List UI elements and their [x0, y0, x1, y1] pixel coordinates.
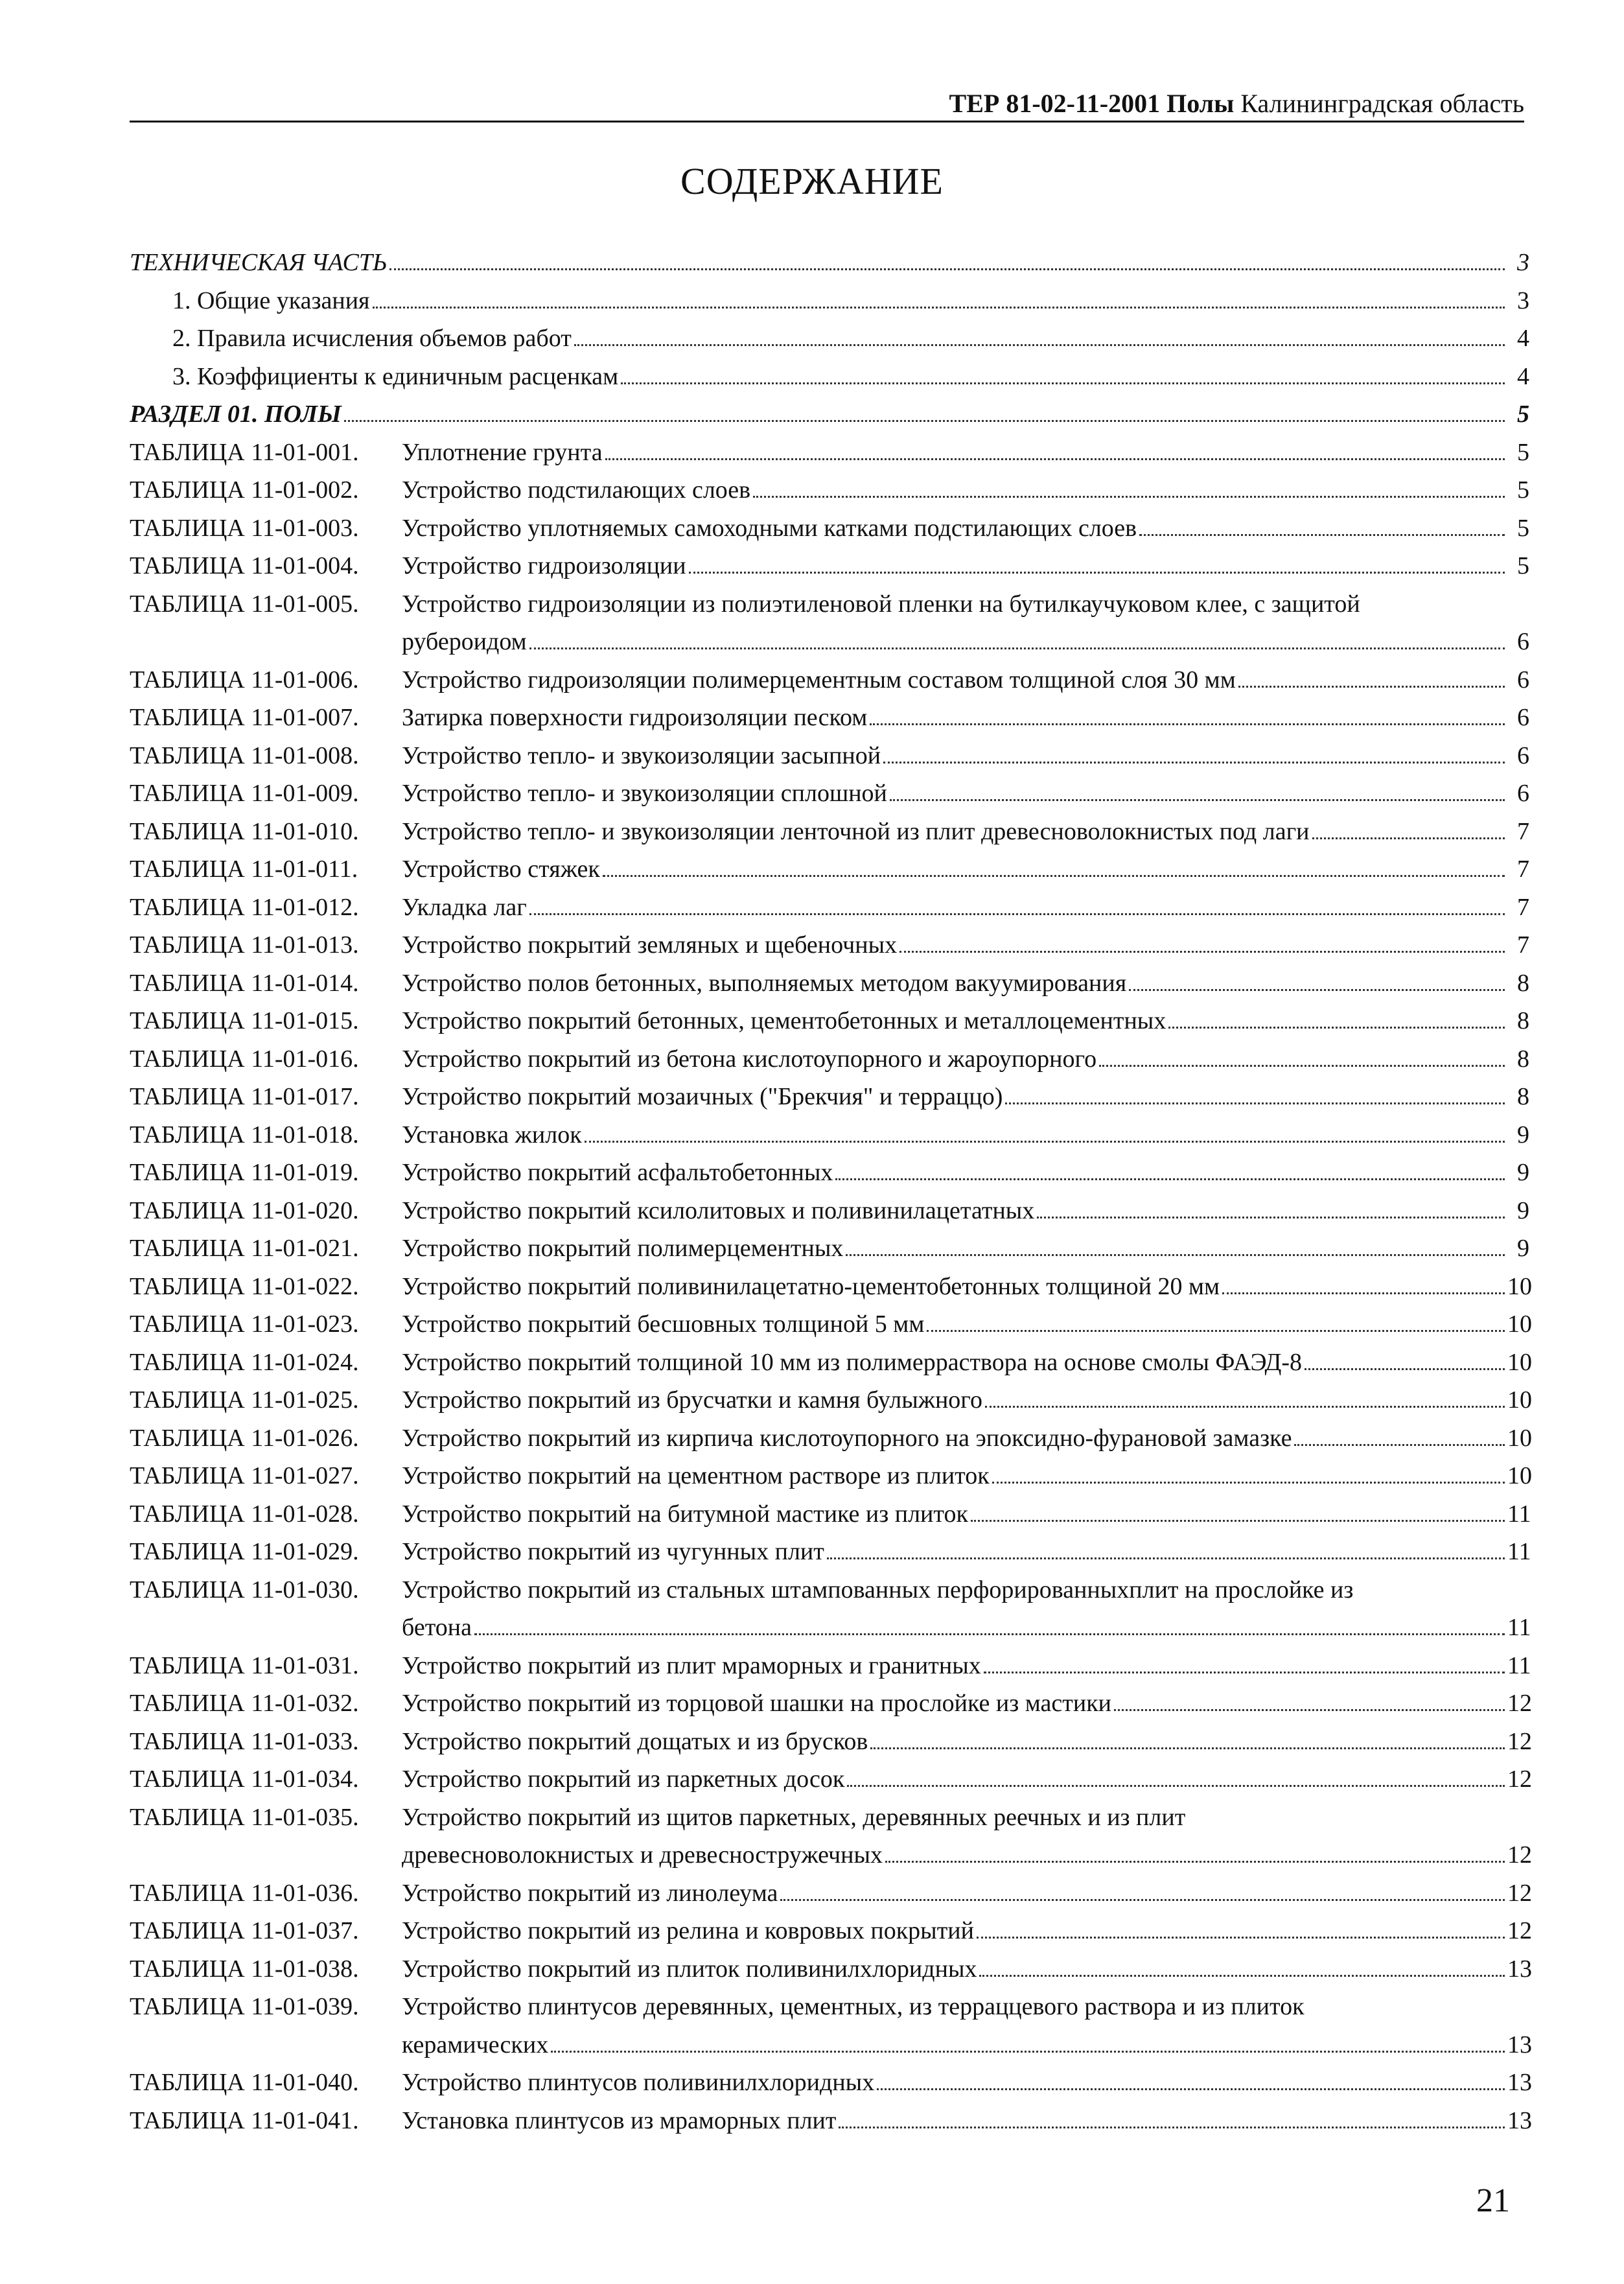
- leader-dots: [846, 1254, 1505, 1256]
- toc-page: 10: [1507, 1386, 1532, 1414]
- table-code: ТАБЛИЦА 11-01-029.: [130, 1538, 359, 1565]
- table-text: Устройство гидроизоляции из полиэтиленовой пленки на бутилкаучуковом клее, с защитой: [402, 590, 1360, 618]
- leader-dots: [927, 1330, 1505, 1332]
- table-text: Устройство покрытий ксилолитовых и поливинилацетатных: [402, 1196, 1035, 1224]
- table-title: [402, 1040, 1529, 1078]
- leader-dots: [1222, 1292, 1505, 1294]
- table-title: [402, 1078, 1529, 1116]
- table-title: [402, 850, 1529, 889]
- toc-table-entry[interactable]: [130, 926, 1529, 964]
- toc-page: 10: [1507, 1462, 1532, 1489]
- toc-table-entry[interactable]: [130, 547, 1529, 585]
- toc-table-entry[interactable]: [130, 1381, 1532, 1419]
- table-text-continued: древесноволокнистых и древесностружечных: [402, 1841, 883, 1869]
- table-text: Затирка поверхности гидроизоляции песком: [402, 704, 868, 731]
- toc-table-entry[interactable]: [130, 1192, 1529, 1230]
- toc-table-entry[interactable]: [130, 1874, 1532, 1913]
- toc-table-entry[interactable]: [130, 1078, 1529, 1116]
- toc-tech-part[interactable]: [130, 244, 1529, 282]
- leader-dots: [529, 913, 1505, 915]
- table-code: ТАБЛИЦА 11-01-038.: [130, 1955, 359, 1983]
- leader-dots: [373, 307, 1505, 309]
- leader-dots: [992, 1482, 1505, 1484]
- table-code: ТАБЛИЦА 11-01-030.: [130, 1576, 359, 1603]
- table-code: ТАБЛИЦА 11-01-024.: [130, 1348, 359, 1376]
- table-title: [402, 1229, 1529, 1268]
- table-code: ТАБЛИЦА 11-01-006.: [130, 666, 359, 693]
- leader-dots: [877, 2088, 1505, 2090]
- toc-page: 5: [1517, 401, 1529, 428]
- leader-dots: [1294, 1444, 1505, 1446]
- table-code: ТАБЛИЦА 11-01-022.: [130, 1272, 359, 1300]
- table-text: Установка жилок: [402, 1121, 582, 1148]
- toc-table-entry[interactable]: [130, 889, 1529, 927]
- leader-dots: [835, 1178, 1505, 1180]
- table-title: [402, 1419, 1532, 1458]
- toc-page: 10: [1507, 1424, 1532, 1452]
- table-code: ТАБЛИЦА 11-01-031.: [130, 1651, 359, 1679]
- toc-table-entry[interactable]: [130, 1154, 1529, 1192]
- toc-page: 6: [1517, 780, 1529, 807]
- table-text: Устройство покрытий из чугунных плит: [402, 1538, 824, 1565]
- table-title: [402, 1457, 1532, 1495]
- table-code: ТАБЛИЦА 11-01-025.: [130, 1386, 359, 1414]
- leader-dots: [1168, 1027, 1505, 1029]
- leader-dots: [883, 762, 1505, 763]
- table-title: [402, 2064, 1532, 2102]
- toc-table-entry[interactable]: [130, 509, 1529, 548]
- toc-page: 10: [1507, 1311, 1532, 1338]
- toc-table-entry[interactable]: [130, 2102, 1532, 2140]
- table-text-continued: бетона: [402, 1614, 472, 1641]
- table-code: ТАБЛИЦА 11-01-009.: [130, 780, 359, 807]
- toc-table-entry[interactable]: [130, 1419, 1532, 1458]
- table-text: Устройство покрытий из линолеума: [402, 1879, 778, 1907]
- leader-dots: [977, 1937, 1505, 1939]
- table-text: Устройство покрытий из брусчатки и камня булыжного: [402, 1386, 982, 1414]
- toc-page: 6: [1517, 666, 1529, 693]
- table-code: ТАБЛИЦА 11-01-003.: [130, 514, 359, 542]
- table-code: ТАБЛИЦА 11-01-021.: [130, 1235, 359, 1262]
- toc-table-entry-continuation[interactable]: [130, 623, 1529, 661]
- table-text: Уплотнение грунта: [402, 438, 603, 466]
- table-code: ТАБЛИЦА 11-01-037.: [130, 1917, 359, 1944]
- toc-table-entry[interactable]: [130, 1723, 1532, 1761]
- toc-table-entry[interactable]: [130, 1002, 1529, 1040]
- toc-subsection[interactable]: [130, 320, 1529, 358]
- toc-label: 2. Правила исчисления объемов работ: [172, 325, 572, 352]
- table-title: [402, 737, 1529, 775]
- table-title: [402, 471, 1529, 509]
- table-text: Устройство покрытий из релина и ковровых покрытий: [402, 1917, 974, 1944]
- table-title: [402, 1571, 1529, 1609]
- toc-page: 12: [1507, 1917, 1532, 1944]
- leader-dots: [753, 496, 1505, 498]
- toc-table-entry[interactable]: [130, 1305, 1532, 1344]
- toc-table-entry[interactable]: [130, 1684, 1532, 1723]
- table-title: [402, 1154, 1529, 1192]
- table-title: [402, 964, 1529, 1003]
- table-code: ТАБЛИЦА 11-01-033.: [130, 1727, 359, 1755]
- table-title: [402, 585, 1529, 623]
- leader-dots: [551, 2051, 1505, 2053]
- table-text: Устройство гидроизоляции: [402, 552, 686, 579]
- leader-dots: [870, 1747, 1505, 1749]
- table-title: [402, 1988, 1529, 2026]
- table-code: ТАБЛИЦА 11-01-015.: [130, 1007, 359, 1034]
- leader-dots: [839, 2127, 1505, 2128]
- toc-page: 8: [1517, 1045, 1529, 1073]
- toc-table-entry[interactable]: [130, 1988, 1529, 2026]
- toc-page: 9: [1517, 1159, 1529, 1186]
- toc-page: 6: [1517, 628, 1529, 655]
- leader-dots: [890, 799, 1505, 801]
- table-text: Устройство покрытий полимерцементных: [402, 1235, 844, 1262]
- leader-dots: [1305, 1368, 1505, 1370]
- table-text: Устройство покрытий из плиток поливинилхлоридных: [402, 1955, 977, 1983]
- toc-table-entry[interactable]: [130, 1533, 1529, 1571]
- toc-page: 12: [1507, 1690, 1532, 1717]
- toc-table-entry[interactable]: [130, 775, 1529, 813]
- table-title: [402, 434, 1529, 472]
- table-code: ТАБЛИЦА 11-01-018.: [130, 1121, 359, 1148]
- toc-page: 9: [1517, 1235, 1529, 1262]
- table-code: ТАБЛИЦА 11-01-032.: [130, 1690, 359, 1717]
- table-code: ТАБЛИЦА 11-01-017.: [130, 1083, 359, 1110]
- running-header: [130, 84, 1524, 123]
- leader-dots: [979, 1975, 1505, 1977]
- leader-dots: [899, 951, 1505, 953]
- toc-page: 11: [1507, 1500, 1531, 1528]
- leader-dots: [474, 1633, 1505, 1635]
- table-text: Устройство покрытий асфальтобетонных: [402, 1159, 833, 1186]
- toc-page: 5: [1517, 514, 1529, 542]
- table-title: [402, 1874, 1532, 1913]
- toc-page: 10: [1507, 1348, 1532, 1376]
- leader-dots: [1037, 1217, 1505, 1218]
- toc-table-entry[interactable]: [130, 1912, 1532, 1950]
- toc-subsection[interactable]: [130, 282, 1529, 320]
- toc-page: 7: [1517, 856, 1529, 883]
- table-code: ТАБЛИЦА 11-01-005.: [130, 590, 359, 618]
- table-text: Устройство гидроизоляции полимерцементным составом толщиной слоя 30 мм: [402, 666, 1236, 693]
- table-code: ТАБЛИЦА 11-01-012.: [130, 893, 359, 921]
- leader-dots: [1005, 1102, 1505, 1104]
- table-title: [402, 699, 1529, 737]
- toc-table-entry[interactable]: [130, 1457, 1532, 1495]
- table-title: [402, 1192, 1529, 1230]
- leader-dots: [605, 458, 1505, 460]
- toc-table-entry[interactable]: [130, 434, 1529, 472]
- table-code: ТАБЛИЦА 11-01-034.: [130, 1765, 359, 1793]
- table-code: ТАБЛИЦА 11-01-019.: [130, 1159, 359, 1186]
- toc-label: 1. Общие указания: [172, 286, 370, 314]
- table-title: [402, 1684, 1532, 1723]
- table-title: [402, 2102, 1532, 2140]
- table-code: ТАБЛИЦА 11-01-040.: [130, 2069, 359, 2096]
- leader-dots: [574, 344, 1505, 346]
- table-title: [402, 1799, 1529, 1837]
- toc-page: 12: [1507, 1765, 1532, 1793]
- table-code: ТАБЛИЦА 11-01-028.: [130, 1500, 359, 1528]
- table-text: Устройство уплотняемых самоходными катками подстилающих слоев: [402, 514, 1137, 542]
- toc-page: 3: [1517, 286, 1529, 314]
- table-text: Устройство покрытий бетонных, цементобетонных и металлоцементных: [402, 1007, 1166, 1034]
- toc-page: 10: [1507, 1272, 1532, 1300]
- toc-page: 11: [1507, 1538, 1531, 1565]
- leader-dots: [870, 723, 1505, 725]
- table-title: [402, 1495, 1529, 1533]
- leader-dots: [1099, 1065, 1505, 1067]
- table-text: Устройство покрытий из торцовой шашки на прослойке из мастики: [402, 1690, 1112, 1717]
- table-title: [402, 813, 1529, 851]
- table-code: ТАБЛИЦА 11-01-020.: [130, 1196, 359, 1224]
- table-text: Устройство покрытий земляных и щебеночных: [402, 931, 898, 959]
- leader-dots: [344, 420, 1505, 422]
- leader-dots: [847, 1785, 1505, 1787]
- toc-table-entry[interactable]: [130, 471, 1529, 509]
- header-rule: [130, 121, 1524, 122]
- table-code: ТАБЛИЦА 11-01-027.: [130, 1462, 359, 1489]
- table-code: ТАБЛИЦА 11-01-002.: [130, 476, 359, 504]
- toc-table-entry[interactable]: [130, 964, 1529, 1003]
- table-title: [402, 509, 1529, 548]
- table-title: [402, 1381, 1532, 1419]
- toc-page: 9: [1517, 1121, 1529, 1148]
- table-code: ТАБЛИЦА 11-01-004.: [130, 552, 359, 579]
- table-title: [402, 1760, 1532, 1799]
- toc-table-entry[interactable]: [130, 1495, 1529, 1533]
- table-code: ТАБЛИЦА 11-01-010.: [130, 817, 359, 845]
- table-title: [402, 1344, 1532, 1382]
- table-title: [402, 1268, 1532, 1306]
- table-code: ТАБЛИЦА 11-01-026.: [130, 1424, 359, 1452]
- table-text-continued: рубероидом: [402, 628, 527, 655]
- toc-table-entry[interactable]: [130, 1040, 1529, 1078]
- toc-table-entry[interactable]: [130, 1760, 1532, 1799]
- toc-page: 7: [1517, 893, 1529, 921]
- document-region: Калининградская область: [1240, 89, 1524, 118]
- toc-table-entry-continuation[interactable]: [130, 1609, 1529, 1647]
- leader-dots: [1114, 1709, 1505, 1711]
- toc-table-entry[interactable]: [130, 1229, 1529, 1268]
- toc-table-entry[interactable]: [130, 699, 1529, 737]
- table-text: Устройство покрытий толщиной 10 мм из полимерраствора на основе смолы ФАЭД-8: [402, 1348, 1303, 1376]
- table-title: [402, 1647, 1529, 1685]
- leader-dots: [1129, 989, 1505, 991]
- toc-label: ТЕХНИЧЕСКАЯ ЧАСТЬ: [130, 249, 388, 276]
- table-title: [402, 1950, 1532, 1988]
- table-title: [402, 547, 1529, 585]
- table-text-continued: керамических: [402, 2031, 549, 2058]
- table-text: Устройство покрытий из кирпича кислотоупорного на эпоксидно-фурановой замазке: [402, 1424, 1292, 1452]
- table-code: ТАБЛИЦА 11-01-035.: [130, 1803, 359, 1831]
- toc-table-entry-continuation[interactable]: [130, 1836, 1532, 1874]
- toc-page: 8: [1517, 1083, 1529, 1110]
- table-text: Устройство покрытий на цементном растворе из плиток: [402, 1462, 990, 1489]
- toc-label: 3. Коэффициенты к единичным расценкам: [172, 362, 619, 390]
- leader-dots: [585, 1141, 1505, 1143]
- leader-dots: [621, 382, 1505, 384]
- toc-page: 7: [1517, 817, 1529, 845]
- leader-dots: [1238, 686, 1505, 688]
- toc-page: 5: [1517, 476, 1529, 504]
- table-title: [402, 1723, 1532, 1761]
- toc-table-entry[interactable]: [130, 850, 1529, 889]
- table-title: [402, 775, 1529, 813]
- toc-page: 12: [1507, 1879, 1532, 1907]
- table-text: Устройство тепло- и звукоизоляции засыпной: [402, 741, 881, 769]
- table-title: [402, 889, 1529, 927]
- table-code: ТАБЛИЦА 11-01-007.: [130, 704, 359, 731]
- toc-page: 6: [1517, 704, 1529, 731]
- toc-page: 12: [1507, 1727, 1532, 1755]
- page-title: СОДЕРЖАНИЕ: [680, 160, 944, 202]
- table-text: Устройство покрытий из бетона кислотоупорного и жароупорного: [402, 1045, 1097, 1073]
- table-text: Устройство плинтусов поливинилхлоридных: [402, 2069, 875, 2096]
- table-text: Устройство полов бетонных, выполняемых методом вакуумирования: [402, 969, 1127, 997]
- table-code: ТАБЛИЦА 11-01-039.: [130, 1993, 359, 2020]
- table-title: [402, 1912, 1532, 1950]
- toc-page: 7: [1517, 931, 1529, 959]
- toc-table-entry[interactable]: [130, 585, 1529, 623]
- toc-page: 13: [1507, 2031, 1532, 2058]
- toc-page: 8: [1517, 1007, 1529, 1034]
- table-title: [402, 1533, 1529, 1571]
- page-number: 21: [1476, 2182, 1510, 2219]
- table-title: [402, 1002, 1529, 1040]
- table-of-contents: [130, 244, 1532, 2139]
- table-text: Устройство тепло- и звукоизоляции ленточной из плит древесноволокнистых под лаги: [402, 817, 1310, 845]
- toc-table-entry[interactable]: [130, 1950, 1532, 1988]
- leader-dots: [984, 1672, 1505, 1673]
- toc-subsection[interactable]: [130, 358, 1529, 396]
- table-text: Устройство покрытий из стальных штампованных перфорированныхплит на прослойке из: [402, 1576, 1354, 1603]
- leader-dots: [1139, 534, 1505, 536]
- toc-page: 12: [1507, 1841, 1532, 1869]
- document-code: ТЕР 81-02-11-2001: [949, 89, 1161, 118]
- toc-page: 13: [1507, 1955, 1532, 1983]
- table-text: Устройство стяжек: [402, 856, 600, 883]
- table-code: ТАБЛИЦА 11-01-011.: [130, 856, 358, 883]
- toc-table-entry[interactable]: [130, 1799, 1529, 1837]
- toc-label: РАЗДЕЛ 01. ПОЛЫ: [130, 401, 342, 428]
- document-section: Полы: [1166, 89, 1235, 118]
- toc-page: 8: [1517, 969, 1529, 997]
- leader-dots: [780, 1899, 1505, 1901]
- table-title: [402, 661, 1529, 699]
- table-text: Установка плинтусов из мраморных плит: [402, 2106, 837, 2134]
- table-text: Устройство покрытий бесшовных толщиной 5 мм: [402, 1311, 925, 1338]
- toc-table-entry[interactable]: [130, 1647, 1529, 1685]
- toc-page: 6: [1517, 741, 1529, 769]
- table-text: Устройство покрытий на битумной мастике из плиток: [402, 1500, 968, 1528]
- toc-page: 3: [1517, 249, 1529, 276]
- table-text: Устройство плинтусов деревянных, цементных, из терраццевого раствора и из плиток: [402, 1993, 1305, 2020]
- toc-table-entry-continuation[interactable]: [130, 2026, 1532, 2064]
- table-text: Устройство подстилающих слоев: [402, 476, 751, 504]
- toc-table-entry[interactable]: [130, 2064, 1532, 2102]
- toc-table-entry[interactable]: [130, 1344, 1532, 1382]
- toc-page: 11: [1507, 1614, 1531, 1641]
- toc-table-entry[interactable]: [130, 737, 1529, 775]
- toc-page: 4: [1517, 362, 1529, 390]
- table-text: Устройство покрытий мозаичных ("Брекчия" и терраццо): [402, 1083, 1003, 1110]
- table-code: ТАБЛИЦА 11-01-008.: [130, 741, 359, 769]
- leader-dots: [1312, 837, 1505, 839]
- leader-dots: [985, 1406, 1505, 1408]
- table-title: [402, 1305, 1532, 1344]
- table-title: [402, 926, 1529, 964]
- table-code: ТАБЛИЦА 11-01-016.: [130, 1045, 359, 1073]
- toc-page: 5: [1517, 438, 1529, 466]
- leader-dots: [689, 572, 1505, 574]
- toc-table-entry[interactable]: [130, 1268, 1532, 1306]
- leader-dots: [529, 647, 1505, 649]
- table-text: Устройство покрытий поливинилацетатно-цементобетонных толщиной 20 мм: [402, 1272, 1220, 1300]
- leader-dots: [389, 268, 1505, 270]
- table-text: Устройство покрытий из паркетных досок: [402, 1765, 845, 1793]
- toc-page: 9: [1517, 1196, 1529, 1224]
- table-code: ТАБЛИЦА 11-01-036.: [130, 1879, 359, 1907]
- table-text: Укладка лаг: [402, 893, 527, 921]
- toc-table-entry[interactable]: [130, 1571, 1529, 1609]
- table-text: Устройство покрытий из плит мраморных и гранитных: [402, 1651, 981, 1679]
- toc-table-entry[interactable]: [130, 1116, 1529, 1154]
- toc-page: 13: [1507, 2069, 1532, 2096]
- table-code: ТАБЛИЦА 11-01-013.: [130, 931, 359, 959]
- leader-dots: [971, 1520, 1505, 1522]
- table-text: Устройство покрытий дощатых и из брусков: [402, 1727, 868, 1755]
- leader-dots: [603, 875, 1505, 877]
- table-text: Устройство покрытий из щитов паркетных, деревянных реечных и из плит: [402, 1803, 1186, 1831]
- leader-dots: [827, 1557, 1505, 1559]
- toc-page: 5: [1517, 552, 1529, 579]
- leader-dots: [885, 1861, 1505, 1863]
- table-code: ТАБЛИЦА 11-01-001.: [130, 438, 359, 466]
- toc-table-entry[interactable]: [130, 813, 1529, 851]
- toc-page: 13: [1507, 2106, 1532, 2134]
- toc-page: 4: [1517, 325, 1529, 352]
- table-code: ТАБЛИЦА 11-01-041.: [130, 2106, 359, 2134]
- toc-table-entry[interactable]: [130, 661, 1529, 699]
- toc-page: 11: [1507, 1651, 1531, 1679]
- toc-section[interactable]: [130, 395, 1529, 434]
- table-code: ТАБЛИЦА 11-01-023.: [130, 1311, 359, 1338]
- table-text: Устройство тепло- и звукоизоляции сплошной: [402, 780, 887, 807]
- table-code: ТАБЛИЦА 11-01-014.: [130, 969, 359, 997]
- table-title: [402, 1116, 1529, 1154]
